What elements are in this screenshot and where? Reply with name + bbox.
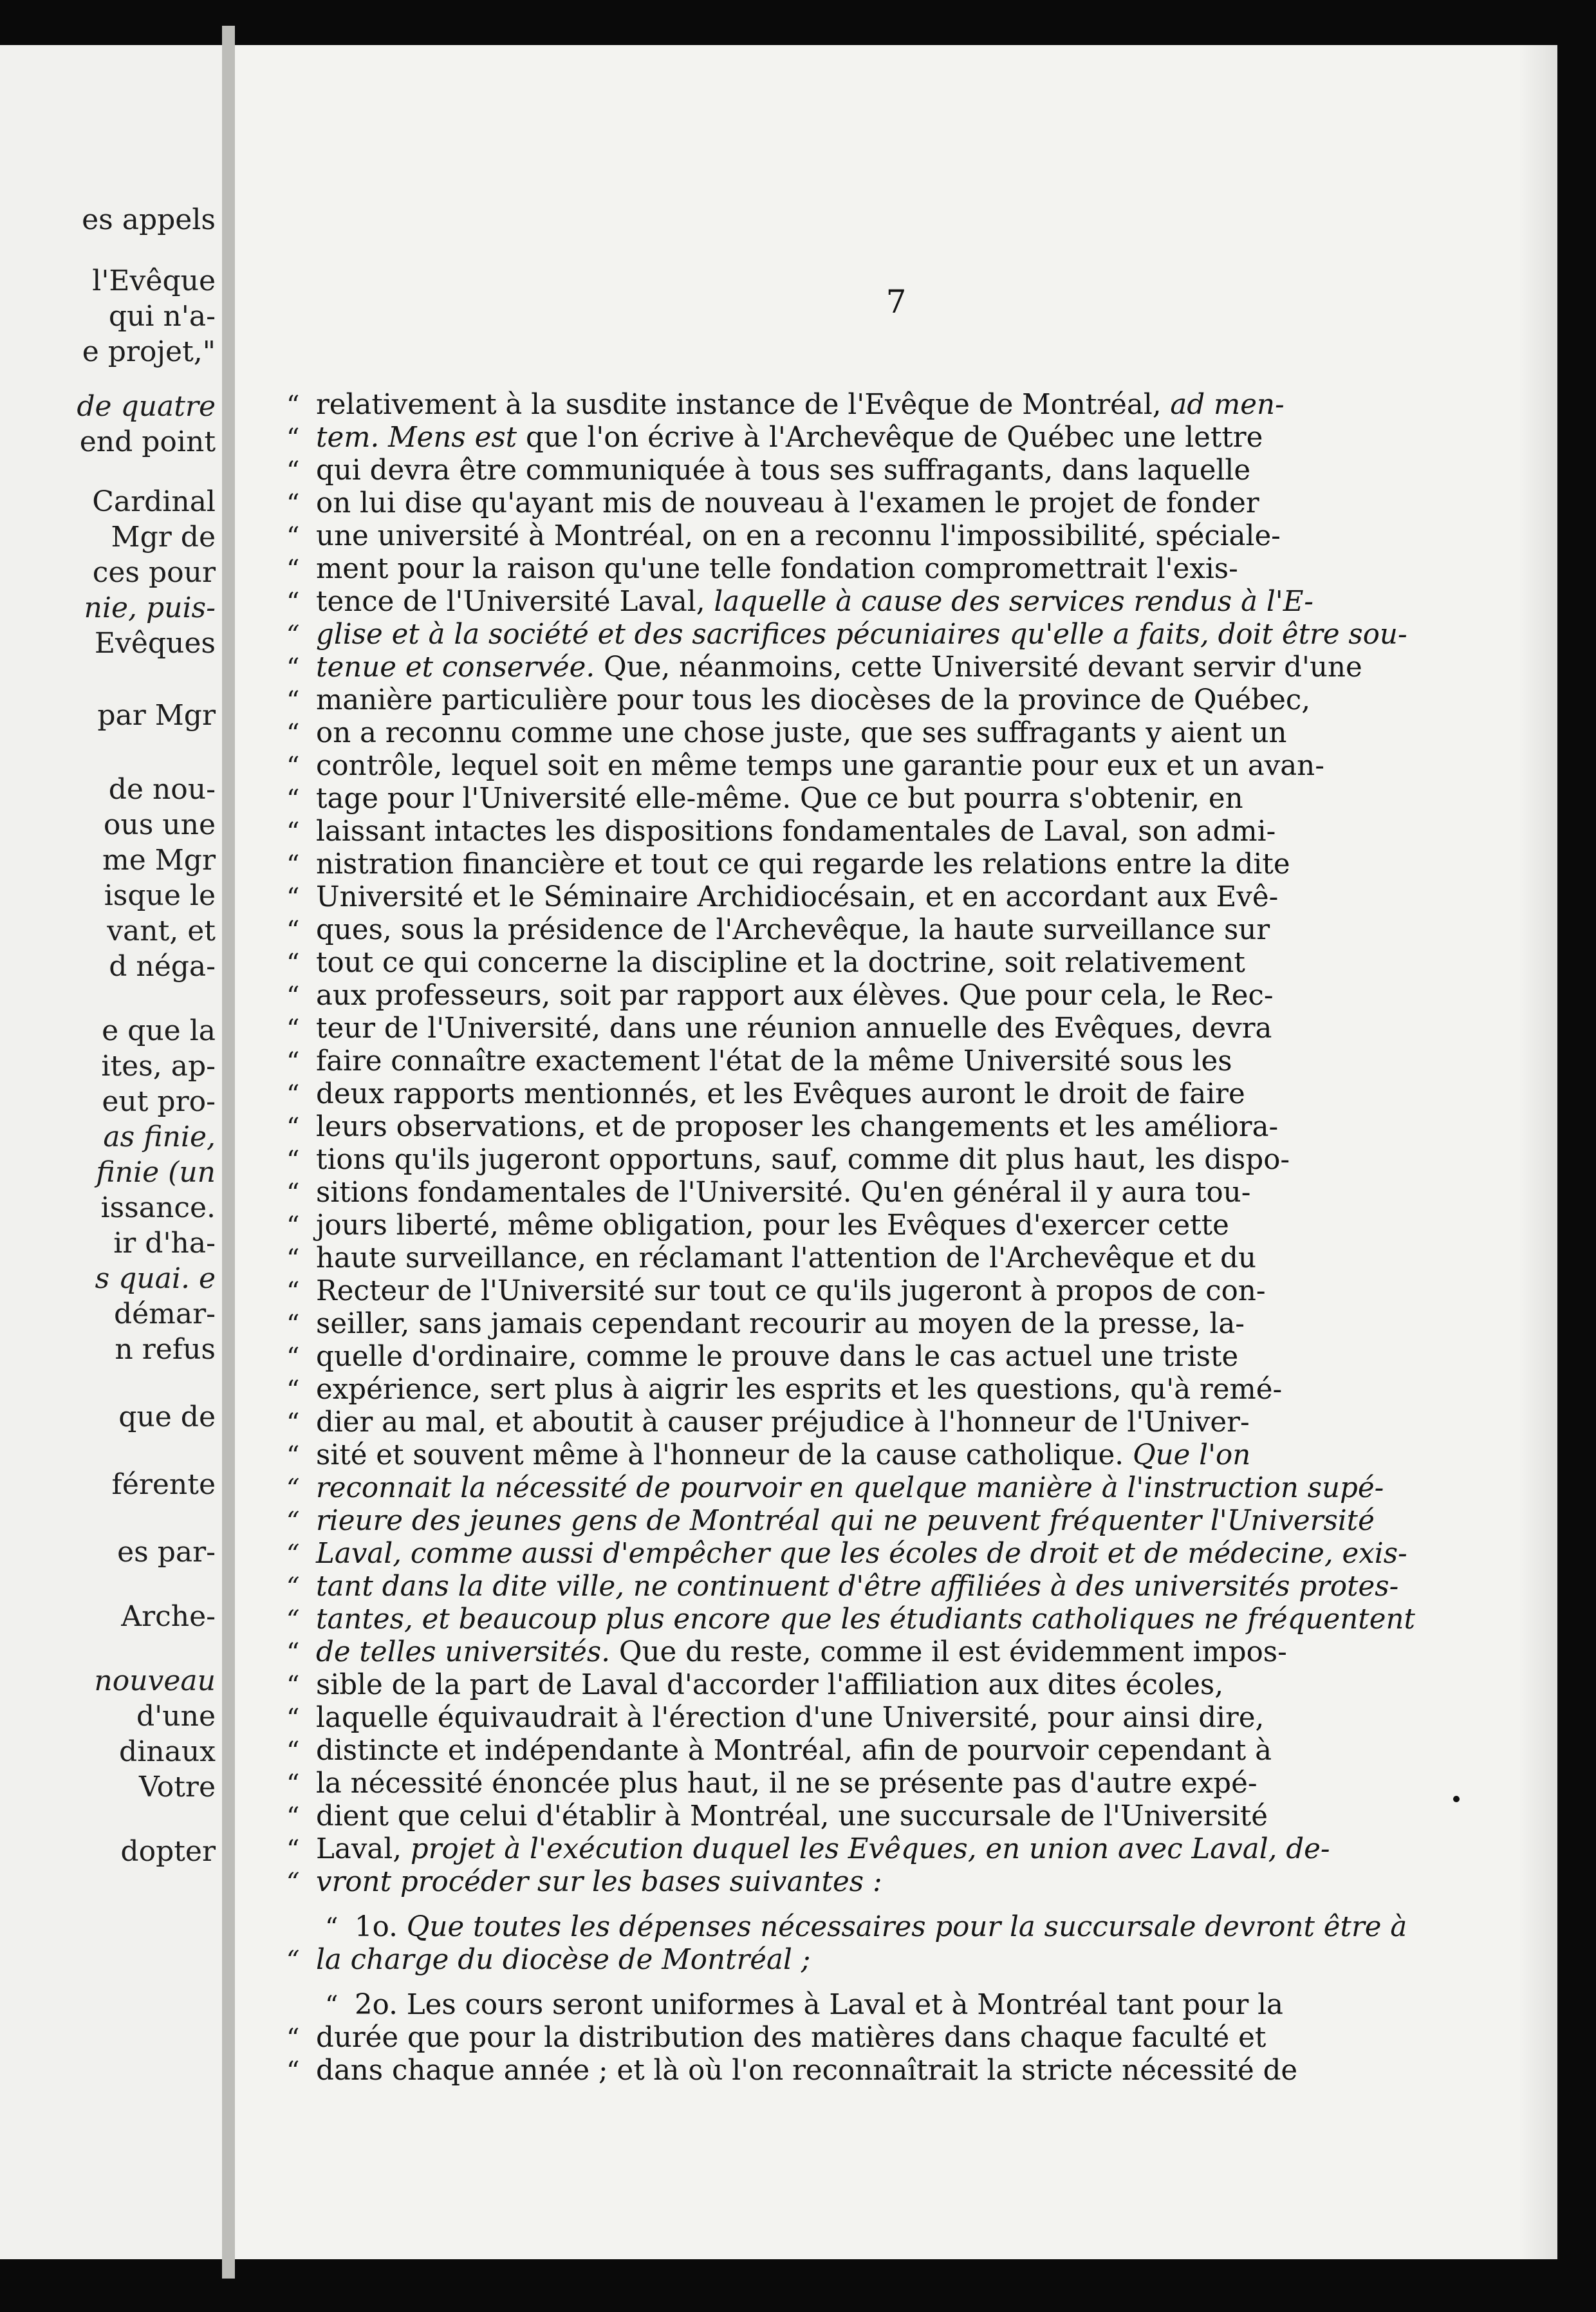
text-line: “ manière particulière pour tous les diocèses de la province de Québec, — [286, 684, 1311, 716]
text-line: “ tant dans la dite ville, ne continuent d'être affiliées à des universités protes- — [286, 1571, 1399, 1603]
text-line: “ contrôle, lequel soit en même temps une garantie pour eux et un avan- — [286, 750, 1324, 782]
text-line: “ on a reconnu comme une chose juste, que ses suffragants y aient un — [286, 717, 1287, 749]
quote-mark: “ — [286, 1769, 300, 1799]
quote-mark: “ — [286, 916, 300, 946]
page-edge-shadow — [1519, 45, 1557, 2259]
text-line: “ Université et le Séminaire Archidiocésain, et en accordant aux Evê- — [286, 881, 1279, 913]
facing-page-line: que de — [118, 1401, 216, 1433]
quote-mark: “ — [286, 785, 300, 814]
quote-mark: “ — [286, 982, 300, 1011]
facing-page-line: nouveau — [94, 1664, 216, 1697]
text-line: “ Laval, comme aussi d'empêcher que les écoles de droit et de médecine, exis- — [286, 1538, 1407, 1570]
text-line: “ qui devra être communiquée à tous ses suffragants, dans laquelle — [286, 454, 1251, 487]
facing-page-line: es par- — [117, 1536, 216, 1569]
facing-page-line: isque le — [104, 879, 216, 912]
text-line: “ distincte et indépendante à Montréal, afin de pourvoir cependant à — [286, 1735, 1272, 1767]
facing-page-line: démar- — [113, 1298, 216, 1330]
text-line: “ aux professeurs, soit par rapport aux élèves. Que pour cela, le Rec- — [286, 980, 1274, 1012]
text-line: “ teur de l'Université, dans une réunion annuelle des Evêques, devra — [286, 1012, 1272, 1045]
text-line: “ vront procéder sur les bases suivantes : — [286, 1866, 882, 1898]
text-line: “ tantes, et beaucoup plus encore que les étudiants catholiques ne fréquentent — [286, 1603, 1416, 1636]
text-line: “ 1o. Que toutes les dépenses nécessaires pour la succursale devront être à — [325, 1911, 1407, 1943]
facing-page-line: de quatre — [77, 390, 216, 423]
quote-mark: “ — [286, 1310, 300, 1339]
quote-mark: “ — [286, 1047, 300, 1077]
text-line: “ sité et souvent même à l'honneur de la cause catholique. Que l'on — [286, 1439, 1251, 1471]
text-line: “ jours liberté, même obligation, pour les Evêques d'exercer cette — [286, 1209, 1229, 1242]
quote-mark: “ — [286, 1946, 300, 1975]
facing-page-line: nie, puis- — [84, 592, 216, 624]
quote-mark: “ — [286, 1375, 300, 1405]
facing-page-line: s quai. e — [95, 1262, 216, 1295]
ink-speck — [1453, 1796, 1460, 1802]
facing-page-line: l'Evêque — [92, 265, 216, 297]
quote-mark: “ — [286, 719, 300, 749]
quote-mark: “ — [286, 2056, 300, 2086]
quote-mark: “ — [286, 1671, 300, 1701]
text-line: “ sible de la part de Laval d'accorder l'affiliation aux dites écoles, — [286, 1669, 1224, 1701]
quote-mark: “ — [286, 850, 300, 880]
quote-mark: “ — [286, 817, 300, 847]
text-line: “ de telles universités. Que du reste, comme il est évidemment impos- — [286, 1636, 1287, 1668]
quote-mark: “ — [286, 1540, 300, 1569]
text-line: “ dier au mal, et aboutit à causer préjudice à l'honneur de l'Univer- — [286, 1406, 1250, 1439]
quote-mark: “ — [286, 1408, 300, 1438]
quote-mark: “ — [286, 1211, 300, 1241]
text-line: “ dans chaque année ; et là où l'on reconnaîtrait la stricte nécessité de — [286, 2055, 1298, 2087]
quote-mark: “ — [286, 1737, 300, 1766]
text-line: “ quelle d'ordinaire, comme le prouve dans le cas actuel une triste — [286, 1341, 1239, 1373]
facing-page-line: ous une — [103, 808, 216, 841]
quote-mark: “ — [286, 489, 300, 519]
quote-mark: “ — [286, 1080, 300, 1110]
facing-page-line: ites, ap- — [101, 1050, 216, 1083]
facing-page-line: Mgr de — [111, 521, 216, 554]
text-line: “ la nécessité énoncée plus haut, il ne se présente pas d'autre expé- — [286, 1767, 1257, 1800]
facing-page-line: par Mgr — [97, 699, 216, 732]
quote-mark: “ — [286, 1605, 300, 1635]
facing-page-line: Evêques — [94, 627, 216, 660]
facing-page-line: end point — [79, 425, 216, 458]
facing-page-line: finie (un — [96, 1156, 216, 1189]
facing-page-line: Votre — [139, 1771, 216, 1804]
text-line: “ rieure des jeunes gens de Montréal qui ne peuvent fréquenter l'Université — [286, 1505, 1375, 1537]
quote-mark: “ — [286, 1572, 300, 1602]
text-line: “ ques, sous la présidence de l'Archevêque, la haute surveillance sur — [286, 914, 1270, 946]
facing-page-line: ir d'ha- — [113, 1227, 216, 1260]
text-line: “ 2o. Les cours seront uniformes à Laval et à Montréal tant pour la — [325, 1989, 1283, 2021]
quote-mark: “ — [286, 1802, 300, 1832]
text-line: “ seiller, sans jamais cependant recourir au moyen de la presse, la- — [286, 1308, 1245, 1340]
text-line: “ tenue et conservée. Que, néanmoins, cette Université devant servir d'une — [286, 651, 1362, 684]
facing-page-line: dinaux — [119, 1735, 216, 1768]
quote-mark: “ — [286, 1704, 300, 1733]
facing-page-line: d néga- — [109, 950, 216, 983]
quote-mark: “ — [286, 752, 300, 781]
facing-page-left — [0, 45, 222, 2259]
text-line: “ expérience, sert plus à aigrir les esprits et les questions, qu'à remé- — [286, 1374, 1283, 1406]
quote-mark: “ — [286, 883, 300, 913]
facing-page-line: n refus — [115, 1333, 216, 1366]
facing-page-line: issance. — [100, 1191, 216, 1224]
quote-mark: “ — [286, 1474, 300, 1504]
text-line: “ laquelle équivaudrait à l'érection d'une Université, pour ainsi dire, — [286, 1702, 1265, 1734]
book-gutter — [222, 26, 235, 2279]
quote-mark: “ — [286, 1868, 300, 1897]
facing-page-line: me Mgr — [102, 844, 216, 877]
text-line: “ une université à Montréal, on en a reconnu l'impossibilité, spéciale- — [286, 520, 1281, 552]
text-line: “ dient que celui d'établir à Montréal, une succursale de l'Université — [286, 1800, 1268, 1832]
quote-mark: “ — [286, 1507, 300, 1536]
quote-mark: “ — [286, 1277, 300, 1307]
facing-page-line: ces pour — [92, 556, 216, 589]
facing-page-line: férente — [111, 1468, 216, 1501]
quote-mark: “ — [286, 1244, 300, 1274]
text-line: “ Laval, projet à l'exécution duquel les Evêques, en union avec Laval, de- — [286, 1833, 1330, 1865]
facing-page-line: de nou- — [108, 773, 216, 806]
text-line: “ ment pour la raison qu'une telle fondation compromettrait l'exis- — [286, 553, 1238, 585]
text-line: “ deux rapports mentionnés, et les Evêques auront le droit de faire — [286, 1078, 1245, 1110]
facing-page-line: e projet," — [82, 335, 216, 368]
facing-page-line: es appels — [82, 203, 216, 236]
facing-page-line: Arche- — [121, 1600, 216, 1633]
text-line: “ glise et à la société et des sacrifices pécuniaires qu'elle a faits, doit être sou- — [286, 619, 1407, 651]
quote-mark: “ — [286, 2024, 300, 2053]
quote-mark: “ — [286, 1014, 300, 1044]
quote-mark: “ — [286, 1146, 300, 1175]
facing-page-line: dopter — [120, 1835, 216, 1868]
text-line: “ laissant intactes les dispositions fondamentales de Laval, son admi- — [286, 816, 1276, 848]
text-line: “ tage pour l'Université elle-même. Que ce but pourra s'obtenir, en — [286, 783, 1243, 815]
quote-mark: “ — [286, 555, 300, 584]
text-line: “ relativement à la susdite instance de l'Evêque de Montréal, ad men- — [286, 389, 1285, 421]
facing-page-line: qui n'a- — [108, 300, 216, 333]
text-line: “ leurs observations, et de proposer les changements et les améliora- — [286, 1111, 1279, 1143]
facing-page-line: Cardinal — [92, 485, 216, 518]
text-line: “ tence de l'Université Laval, laquelle à cause des services rendus à l'E- — [286, 586, 1313, 618]
facing-page-line: d'une — [136, 1700, 216, 1733]
facing-page-line: vant, et — [107, 915, 216, 947]
text-line: “ haute surveillance, en réclamant l'attention de l'Archevêque et du — [286, 1242, 1256, 1274]
text-line: “ tem. Mens est que l'on écrive à l'Archevêque de Québec une lettre — [286, 422, 1263, 454]
quote-mark: “ — [286, 620, 300, 650]
facing-page-line: e que la — [102, 1014, 216, 1047]
quote-mark: “ — [286, 1179, 300, 1208]
quote-mark: “ — [286, 456, 300, 486]
text-line: “ tions qu'ils jugeront opportuns, sauf, comme dit plus haut, les dispo- — [286, 1144, 1290, 1176]
text-line: “ reconnait la nécessité de pourvoir en quelque manière à l'instruction supé- — [286, 1472, 1384, 1504]
quote-mark: “ — [286, 686, 300, 716]
quote-mark: “ — [286, 522, 300, 552]
text-line: “ sitions fondamentales de l'Université. Qu'en général il y aura tou- — [286, 1177, 1251, 1209]
text-line: “ faire connaître exactement l'état de la même Université sous les — [286, 1045, 1232, 1077]
quote-mark: “ — [286, 949, 300, 978]
facing-page-line: as finie, — [103, 1121, 216, 1153]
page-number: 7 — [886, 283, 907, 321]
quote-mark: “ — [286, 1113, 300, 1142]
main-page — [235, 45, 1557, 2259]
quote-mark: “ — [286, 1343, 300, 1372]
text-line: “ nistration financière et tout ce qui regarde les relations entre la dite — [286, 848, 1290, 881]
text-line: “ on lui dise qu'ayant mis de nouveau à l'examen le projet de fonder — [286, 487, 1259, 519]
text-line: “ Recteur de l'Université sur tout ce qu'ils jugeront à propos de con- — [286, 1275, 1266, 1307]
text-line: “ durée que pour la distribution des matières dans chaque faculté et — [286, 2022, 1267, 2054]
text-line: “ tout ce qui concerne la discipline et la doctrine, soit relativement — [286, 947, 1245, 979]
facing-page-line: eut pro- — [102, 1085, 216, 1118]
text-line: “ la charge du diocèse de Montréal ; — [286, 1944, 811, 1976]
